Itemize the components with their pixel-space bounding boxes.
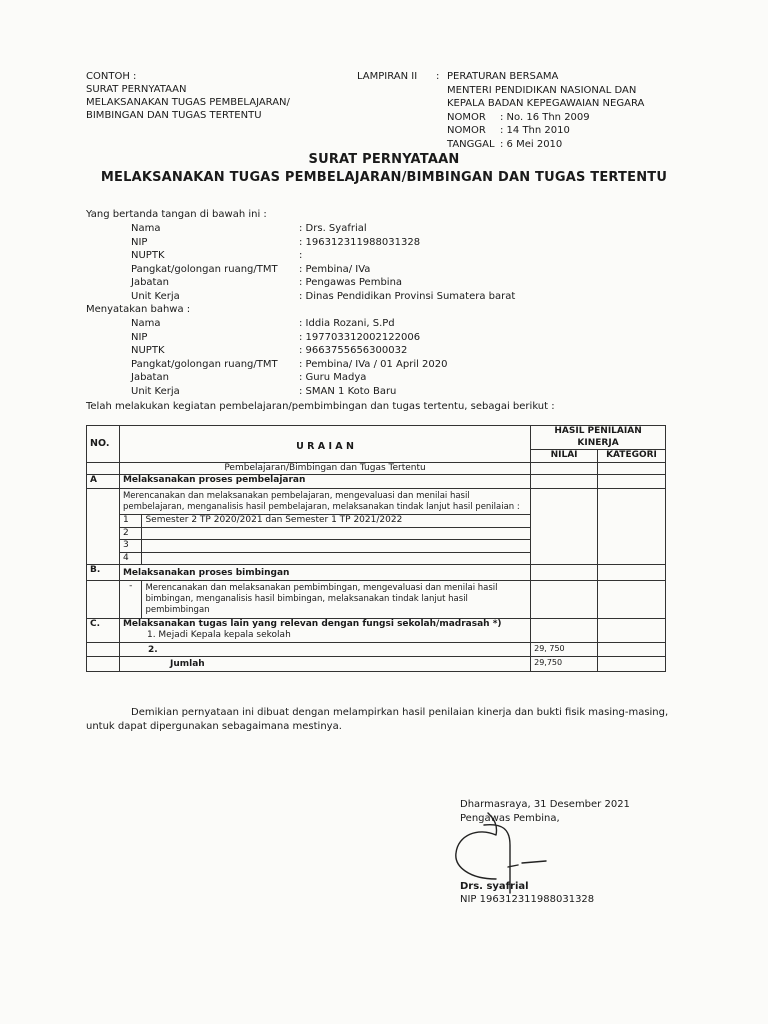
jumlah-value: 29,750 [531, 657, 598, 672]
row-number: 2 [120, 527, 142, 540]
row-text [142, 540, 530, 553]
subject-label: NIP [131, 331, 148, 343]
section-a-description: Merencanakan dan melaksanakan pembelajaran, mengevaluasi dan menilai hasil pembelajaran, menganalisis hasil pembelajaran, melaksanakan tindak lanjut hasil penilaian : [122, 491, 520, 512]
header-left-line: SURAT PERNYATAAN [86, 84, 187, 95]
col-nilai-header: NILAI [531, 450, 598, 463]
col-hasil-header: HASIL PENILAIAN KINERJA [531, 426, 666, 450]
intro-activities: Telah melakukan kegiatan pembelajaran/pembimbingan dan tugas tertentu, sebagai berikut : [86, 401, 555, 412]
nomor-value: : 14 Thn 2010 [500, 125, 570, 136]
section-a-title: Melaksanakan proses pembelajaran [119, 475, 530, 489]
row-number: 1 [120, 515, 142, 528]
subject-value: : Iddia Rozani, S.Pd [299, 318, 395, 329]
reg-line: MENTERI PENDIDIKAN NASIONAL DAN [447, 84, 637, 96]
section-b-description: Merencanakan dan melaksanakan pembimbingan, mengevaluasi dan menilai hasil bimbingan, menganalisis hasil bimbingan, melaksanakan tindak lanjut hasil pembimbingan [145, 582, 498, 615]
header-right [447, 70, 644, 151]
tanggal-value: : 6 Mei 2010 [500, 138, 563, 150]
sign-title: Pengawas Pembina, [460, 813, 560, 824]
subject-label: Unit Kerja [131, 385, 180, 397]
closing-line: Demikian pernyataan ini dibuat dengan melampirkan hasil penilaian kinerja dan bukti fisik masing-masing, [131, 707, 669, 718]
tanggal-label: TANGGAL [447, 138, 495, 150]
closing-line: untuk dapat dipergunakan sebagaimana mestinya. [86, 721, 342, 732]
header-left-line: MELAKSANAKAN TUGAS PEMBELAJARAN/ [86, 97, 290, 108]
signer-value: : Drs. Syafrial [299, 223, 367, 234]
row-text [142, 527, 530, 540]
header-left [86, 70, 290, 122]
lampiran-colon: : [436, 71, 440, 82]
signer-label: Pangkat/golongan ruang/TMT [131, 263, 278, 275]
document-subtitle: MELAKSANAKAN TUGAS PEMBELAJARAN/BIMBINGAN DAN TUGAS TERTENTU [100, 170, 668, 185]
sign-place-date: Dharmasraya, 31 Desember 2021 [460, 799, 630, 810]
section-c-title: Melaksanakan tugas lain yang relevan dengan fungsi sekolah/madrasah *) [122, 618, 502, 629]
subject-value: : Pembina/ IVa / 01 April 2020 [299, 358, 448, 370]
reg-line: PERATURAN BERSAMA [447, 71, 559, 82]
nomor-label: NOMOR [447, 111, 486, 123]
section-c-item: 1. Mejadi Kepala kepala sekolah [146, 630, 291, 640]
row-text [142, 552, 530, 564]
row-no: C. [87, 618, 120, 642]
signer-label: Nama [131, 223, 161, 234]
jumlah-label: Jumlah [119, 657, 530, 672]
row-number: 4 [120, 552, 142, 564]
reg-line: KEPALA BADAN KEPEGAWAIAN NEGARA [447, 98, 645, 109]
subject-label: NUPTK [131, 345, 165, 356]
header-left-line: BIMBINGAN DAN TUGAS TERTENTU [86, 110, 262, 121]
header-left-line: CONTOH : [86, 71, 137, 82]
subject-label: Pangkat/golongan ruang/TMT [131, 358, 278, 370]
col-no-header: NO. [87, 426, 120, 463]
signer-label: NIP [131, 236, 148, 248]
signer-value: : Dinas Pendidikan Provinsi Sumatera barat [299, 290, 516, 302]
nomor-label: NOMOR [447, 125, 486, 136]
subject-value: : Guru Madya [299, 372, 367, 383]
col-uraian-header: U R A I A N [119, 426, 530, 463]
row-no: A [87, 475, 120, 489]
intro-subject: Menyatakan bahwa : [86, 304, 191, 315]
intro-signer: Yang bertanda tangan di bawah ini : [86, 209, 267, 220]
subject-value: : 9663755656300032 [299, 345, 408, 356]
section-c-item: 2. [119, 642, 530, 657]
subject-label: Nama [131, 318, 161, 329]
col-kategori-header: KATEGORI [598, 450, 666, 463]
subject-value: : SMAN 1 Koto Baru [299, 385, 397, 397]
signer-value: : Pembina/ IVa [299, 263, 371, 275]
row-no: B. [87, 565, 120, 581]
signer-value: : 196312311988031328 [299, 236, 421, 248]
signer-label: Unit Kerja [131, 290, 180, 302]
section-b-title: Melaksanakan proses bimbingan [119, 565, 530, 581]
document-title: SURAT PERNYATAAN [308, 152, 460, 167]
signer-value: : [299, 250, 303, 261]
signer-value: : Pengawas Pembina [299, 277, 403, 288]
row-number: 3 [120, 540, 142, 553]
section-header: Pembelajaran/Bimbingan dan Tugas Tertentu [119, 462, 530, 475]
signer-label: NUPTK [131, 250, 165, 261]
row-text: Semester 2 TP 2020/2021 dan Semester 1 TP 2021/2022 [142, 515, 530, 528]
sign-nip: NIP 196312311988031328 [460, 894, 595, 905]
subject-label: Jabatan [131, 372, 169, 383]
nomor-value: : No. 16 Thn 2009 [500, 111, 590, 123]
subject-value: : 197703312002122006 [299, 331, 421, 343]
lampiran-label: LAMPIRAN II [357, 71, 418, 82]
bullet-dash: - [120, 581, 142, 618]
nilai-value: 29, 750 [531, 642, 598, 657]
signer-label: Jabatan [131, 277, 169, 288]
assessment-table [86, 425, 666, 672]
sign-name: Drs. syafrial [460, 881, 529, 892]
